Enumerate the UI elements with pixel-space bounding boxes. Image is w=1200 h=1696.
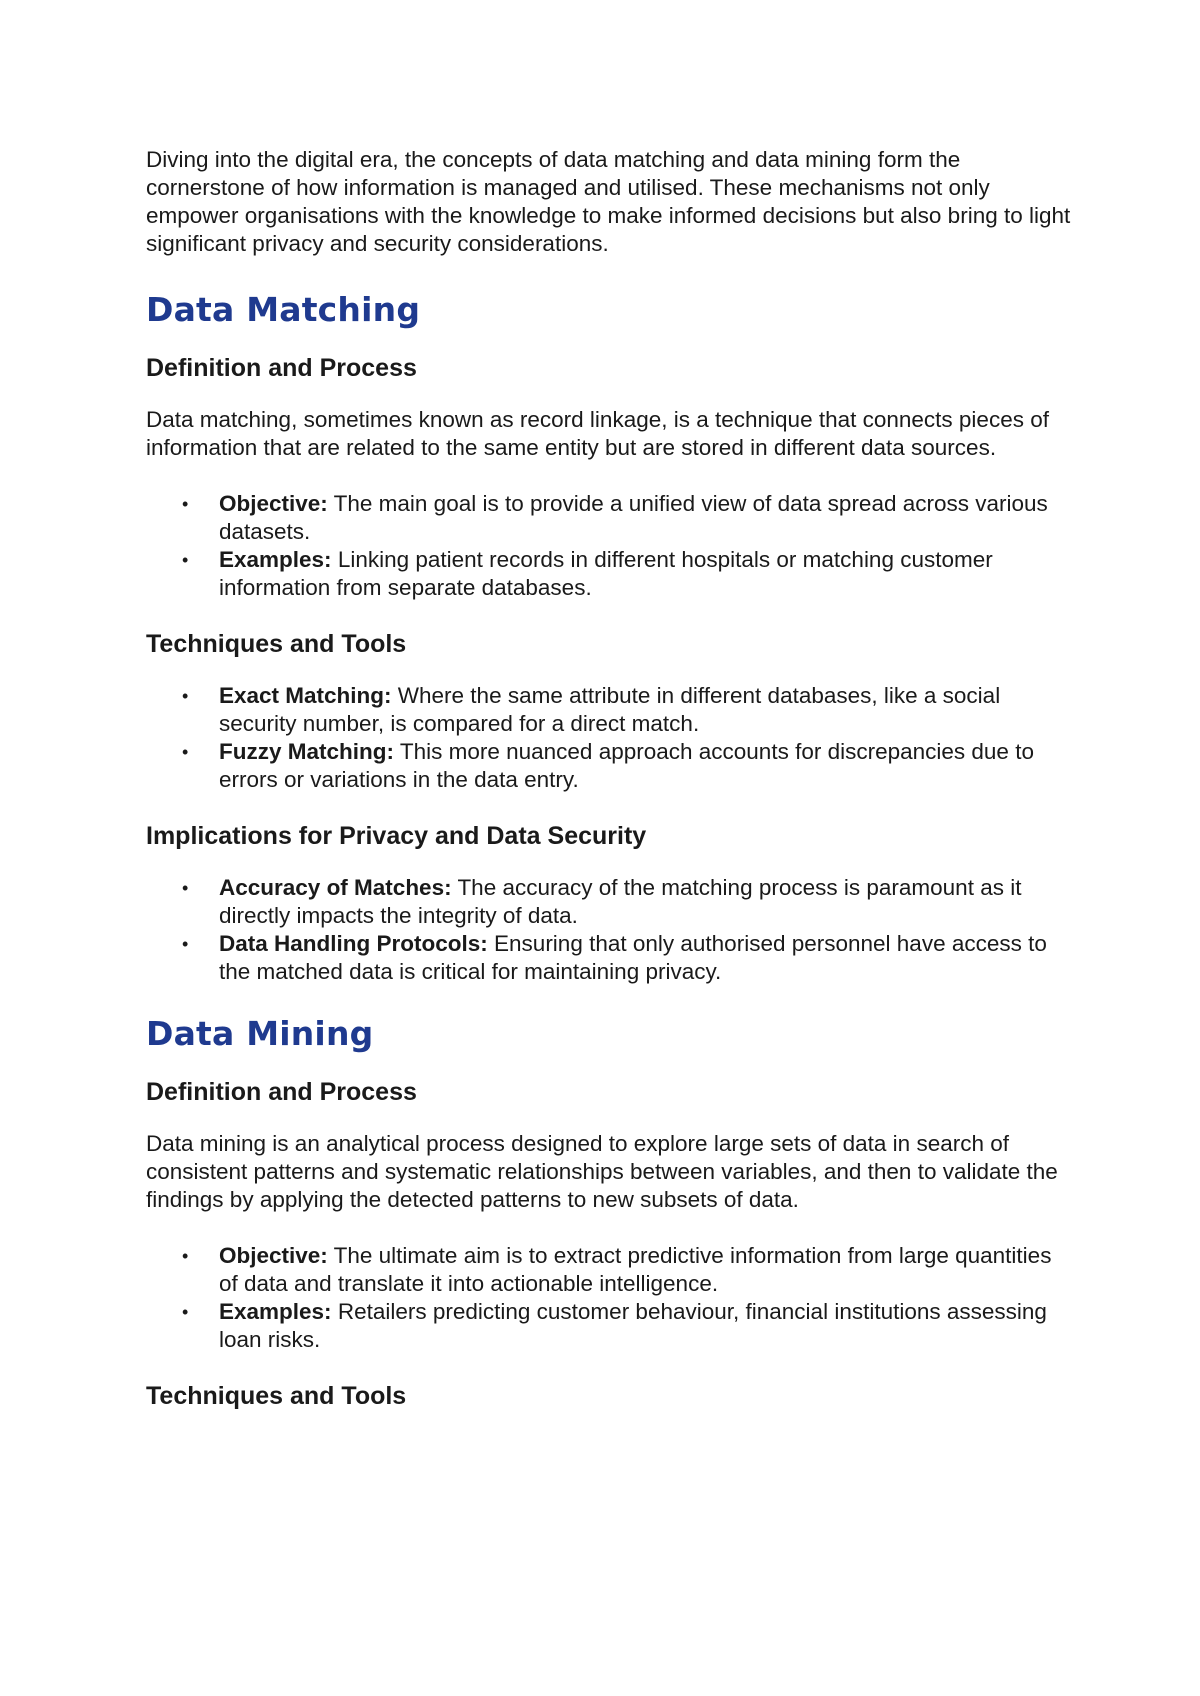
list-item-term: Objective: [219, 491, 328, 516]
subheading-techniques-tools: Techniques and Tools [146, 630, 407, 658]
bullet-list [146, 490, 1076, 602]
section-title-data-matching: Data Matching [146, 290, 421, 329]
list-item-term: Fuzzy Matching: [219, 739, 394, 764]
list-item-term: Data Handling Protocols: [219, 931, 488, 956]
list-item-text: The accuracy of the matching process is paramount as it directly impacts the integrity of data. [219, 875, 1022, 928]
list-item-term: Accuracy of Matches: [219, 875, 452, 900]
definition-paragraph: Data matching, sometimes known as record linkage, is a technique that connects pieces of information that are related to the same entity but are stored in different data sources. [146, 407, 1049, 460]
list-item-text: The ultimate aim is to extract predictive information from large quantities of data and translate it into actionable intelligence. [219, 1243, 1052, 1296]
list-item-text: This more nuanced approach accounts for discrepancies due to errors or variations in the data entry. [219, 739, 1034, 792]
list-item [146, 874, 1076, 930]
bullet-icon: • [182, 1246, 189, 1266]
list-item [146, 1298, 1076, 1354]
bullet-list [146, 682, 1076, 794]
list-item [146, 930, 1076, 986]
bullet-icon: • [182, 934, 189, 954]
definition-paragraph: Data mining is an analytical process designed to explore large sets of data in search of consistent patterns and systematic relationships between variables, and then to validate the findings by applying the detected patterns to new subsets of data. [146, 1131, 1058, 1212]
list-item [146, 546, 1076, 602]
list-item [146, 490, 1076, 546]
list-item [146, 1242, 1076, 1298]
subheading-implications: Implications for Privacy and Data Security [146, 822, 647, 850]
bullet-icon: • [182, 742, 189, 762]
bullet-icon: • [182, 1302, 189, 1322]
section-title-data-mining: Data Mining [146, 1014, 374, 1053]
list-item-term: Examples: [219, 1299, 332, 1324]
list-item-term: Examples: [219, 547, 332, 572]
list-item-term: Objective: [219, 1243, 328, 1268]
bullet-icon: • [182, 494, 189, 514]
bullet-icon: • [182, 686, 189, 706]
list-item-text: Linking patient records in different hospitals or matching customer information from separate databases. [219, 547, 993, 600]
list-item [146, 738, 1076, 794]
bullet-list [146, 874, 1076, 986]
list-item [146, 682, 1076, 738]
subheading-definition-process: Definition and Process [146, 354, 417, 382]
document-page [146, 146, 1076, 1434]
bullet-icon: • [182, 550, 189, 570]
bullet-list [146, 1242, 1076, 1354]
list-item-text: The main goal is to provide a unified view of data spread across various datasets. [219, 491, 1048, 544]
bullet-icon: • [182, 878, 189, 898]
list-item-text: Retailers predicting customer behaviour, financial institutions assessing loan risks. [219, 1299, 1047, 1352]
intro-paragraph: Diving into the digital era, the concepts of data matching and data mining form the cornerstone of how information is managed and utilised. These mechanisms not only empower organisations with the knowledge to make informed decisions but also bring to light significant privacy and security considerations. [146, 147, 1071, 256]
subheading-definition-process: Definition and Process [146, 1078, 417, 1106]
list-item-text: Where the same attribute in different databases, like a social security number, is compared for a direct match. [219, 683, 1001, 736]
subheading-techniques-tools: Techniques and Tools [146, 1382, 407, 1410]
list-item-term: Exact Matching: [219, 683, 392, 708]
list-item-text: Ensuring that only authorised personnel have access to the matched data is critical for maintaining privacy. [219, 931, 1047, 984]
